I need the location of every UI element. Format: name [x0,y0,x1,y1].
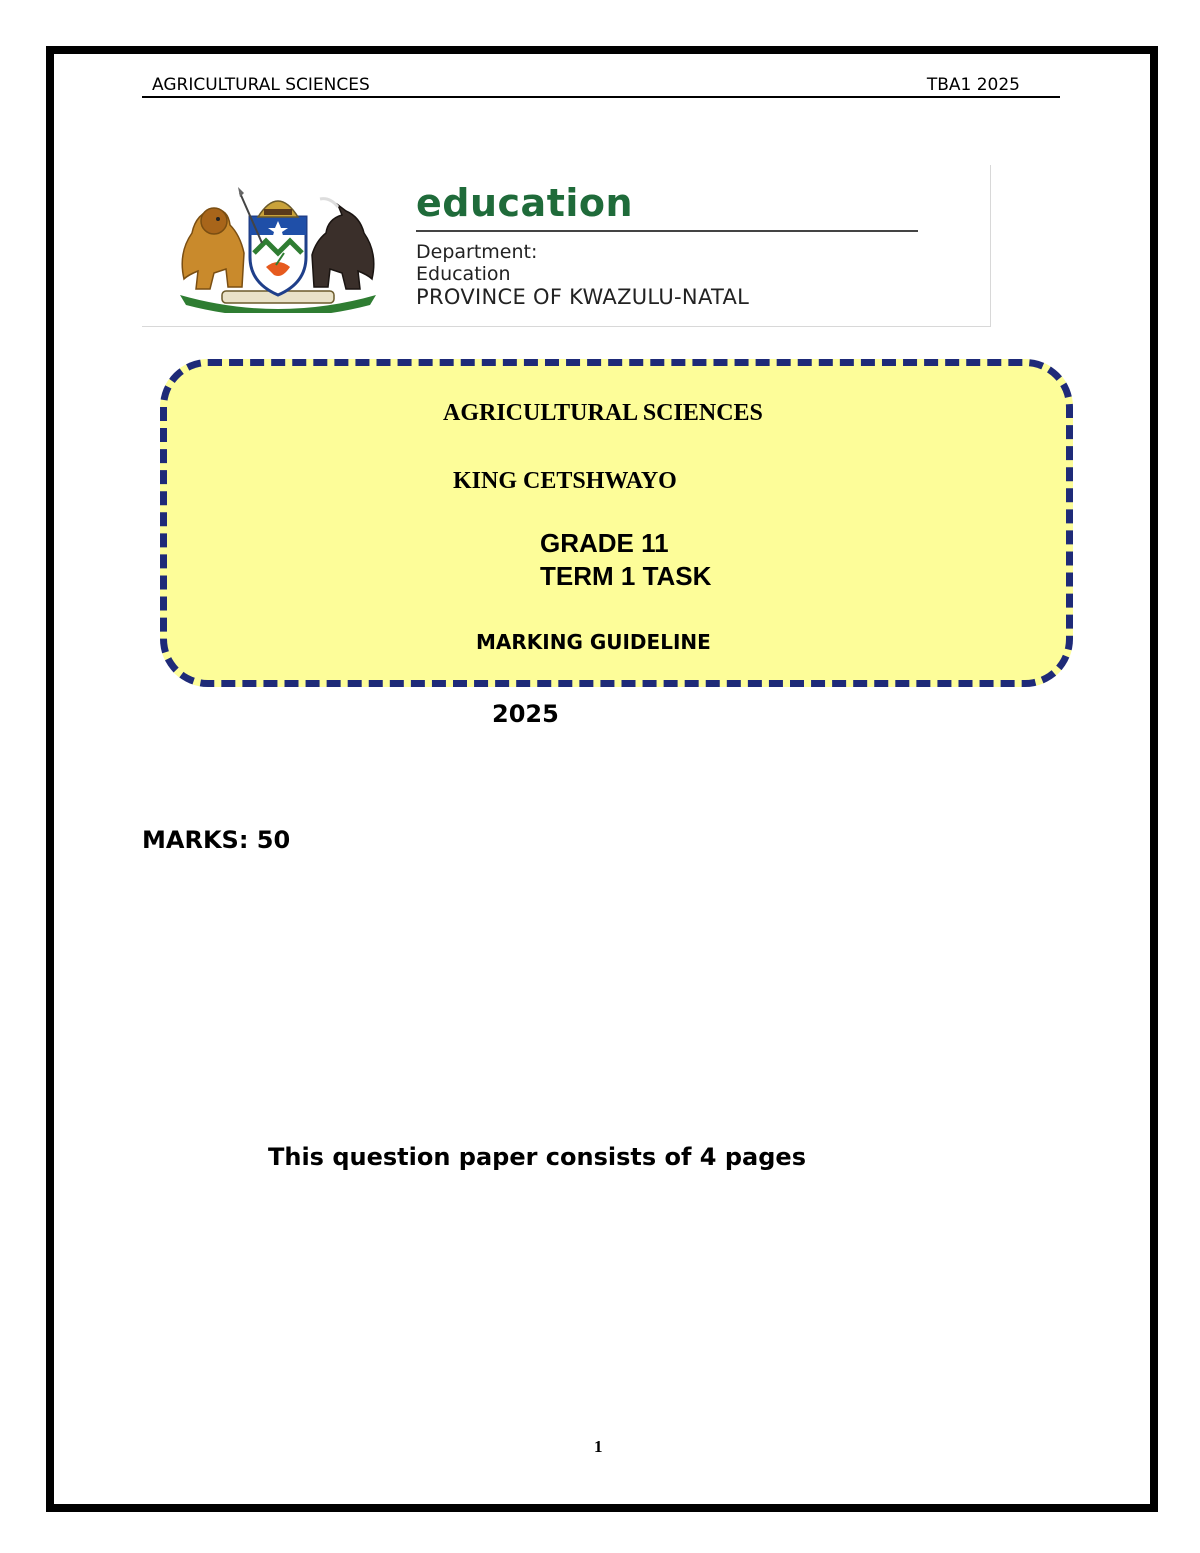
coat-of-arms-icon [170,183,386,313]
education-wordmark: education [416,181,634,225]
title-box [160,359,1073,687]
logo-education-label: Education [416,263,511,285]
title-document-type: MARKING GUIDELINE [476,630,711,654]
logo-province-label: PROVINCE OF KWAZULU-NATAL [416,285,750,309]
page-header [142,74,1060,98]
total-marks: MARKS: 50 [142,826,291,854]
header-subject: AGRICULTURAL SCIENCES [152,75,370,95]
header-code: TBA1 2025 [926,75,1020,95]
logo-department-label: Department: [416,241,538,263]
page-number: 1 [594,1437,603,1456]
department-logo-banner [142,165,991,327]
document-year: 2025 [492,700,559,728]
title-district: KING CETSHWAYO [453,468,677,494]
wordmark-rule [416,230,918,232]
title-term: TERM 1 TASK [540,561,712,591]
title-subject: AGRICULTURAL SCIENCES [443,400,763,426]
title-grade: GRADE 11 [540,528,669,558]
page-count-note: This question paper consists of 4 pages [268,1143,806,1171]
